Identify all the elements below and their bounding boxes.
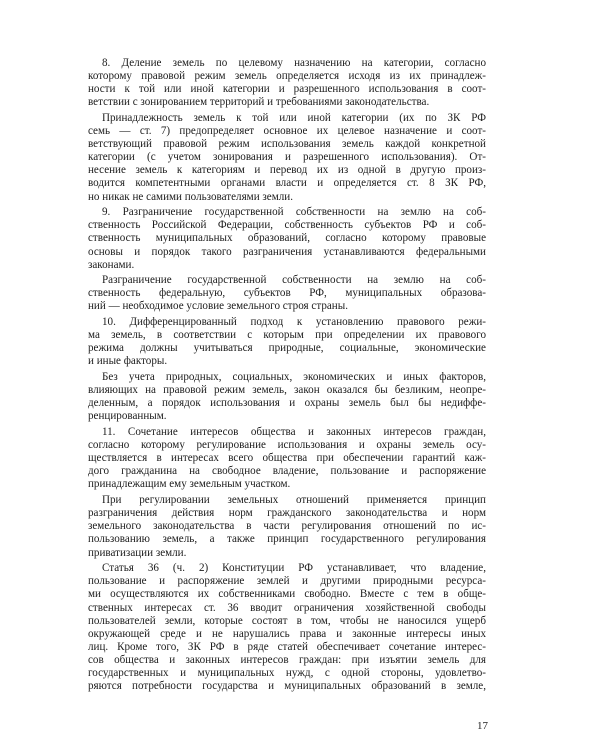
text-line: ственность федеральную, субъектов РФ, муниципальных образова- xyxy=(88,287,486,300)
text-line: приватизации земли. xyxy=(88,546,187,559)
text-line: разграничения действия норм гражданского законодательства и норм xyxy=(88,507,486,520)
paragraph xyxy=(88,57,486,109)
text-line: дого гражданина на свободное владение, пользование и распоряжение xyxy=(88,465,486,478)
text-line: Разграничение государственной собственности на землю на соб- xyxy=(102,274,486,287)
page-body xyxy=(88,57,486,696)
text-line: Принадлежность земель к той или иной категории (их по ЗК РФ xyxy=(102,111,486,124)
text-line: основы и порядок такого разграничения устанавливаются федеральными xyxy=(88,245,486,258)
text-line: ветствии с зонированием территорий и требованиями законодательства. xyxy=(88,96,430,109)
text-line: При регулировании земельных отношений применяется принцип xyxy=(102,494,486,507)
text-line: законами. xyxy=(88,258,135,271)
text-line: Без учета природных, социальных, экономических и иных факторов, xyxy=(102,371,486,384)
paragraph xyxy=(88,274,486,313)
text-line: согласно которому регулирование использования и охраны земель осу- xyxy=(88,439,486,452)
text-line: лиц. Кроме того, ЗК РФ в ряде статей обеспечивает сочетание интерес- xyxy=(88,640,486,653)
text-line: окружающей среде и не нарушались права и законные интересы иных xyxy=(88,627,486,640)
paragraph xyxy=(88,494,486,559)
text-line: но никак не самими пользователями земли. xyxy=(88,190,293,203)
text-line: земельного законодательства в части регулирования отношений по ис- xyxy=(88,520,486,533)
paragraph xyxy=(88,206,486,271)
paragraph xyxy=(88,371,486,423)
text-line: сов общества и законных интересов граждан: при изъятии земель для xyxy=(88,653,486,666)
text-line: несение земель к категориям и перевод их из одной в другую произ- xyxy=(88,164,486,177)
text-line: ренцированным. xyxy=(88,410,167,423)
text-line: пользованию земель, а также принцип государственного регулирования xyxy=(88,533,486,546)
text-line: пользование и распоряжение землей и другими природными ресурса- xyxy=(88,575,486,588)
text-line: режима должны учитываться природные, социальные, экономические xyxy=(88,342,486,355)
text-line: 8. Деление земель по целевому назначению на категории, согласно xyxy=(102,57,486,69)
text-line: ветствующий правовой режим использования земель каждой конкретной xyxy=(88,138,486,151)
paragraph xyxy=(88,426,486,491)
text-line: пользователей земли, которые состоят в том, чтобы не наносился ущерб xyxy=(88,614,486,627)
text-line: деленным, а порядок использования и охраны земель был бы недиффе- xyxy=(88,397,486,410)
text-line: принадлежащим ему земельным участком. xyxy=(88,478,291,491)
paragraph xyxy=(88,112,486,204)
text-line: и иные факторы. xyxy=(88,355,168,368)
text-line: ряются потребности государства и муниципальных образований в земле, xyxy=(88,680,486,693)
text-line: семь — ст. 7) предопределяет основное их целевое назначение и соот- xyxy=(88,125,486,138)
text-line: Статья 36 (ч. 2) Конституции РФ устанавливает, что владение, xyxy=(102,562,486,575)
text-line: 10. Дифференцированный подход к установлению правового режи- xyxy=(102,316,486,329)
text-line: ществляется в интересах всего общества при обеспечении гарантий каж- xyxy=(88,452,486,465)
paragraph xyxy=(88,562,486,693)
text-line: ственных интересах ст. 36 вводит ограничения хозяйственной свободы xyxy=(88,601,486,614)
text-line: 9. Разграничение государственной собственности на землю на соб- xyxy=(102,206,486,219)
text-line: ми осуществляются их собственниками свободно. Вместе с тем в обще- xyxy=(88,588,486,601)
page-number: 17 xyxy=(477,720,488,732)
text-line: ма земель, в соответствии с которым при определении их правового xyxy=(88,329,486,342)
text-line: которому правовой режим земель определяется исходя из их принадлеж- xyxy=(88,70,486,83)
text-line: ности к той или иной категории и разрешенного использования в соот- xyxy=(88,83,486,96)
text-line: ственность муниципальных образований, согласно которому правовые xyxy=(88,232,486,245)
text-line: государственных и муниципальных нужд, с одной стороны, удовлетво- xyxy=(88,666,486,679)
text-line: водится компетентными органами власти и определяется ст. 8 ЗК РФ, xyxy=(88,177,486,190)
text-line: влияющих на правовой режим земель, закон оказался бы безликим, неопре- xyxy=(88,384,486,397)
text-line: категории (с учетом зонирования и разрешенного использования). От- xyxy=(88,151,486,164)
paragraph xyxy=(88,316,486,368)
text-line: ний — необходимое условие земельного строя страны. xyxy=(88,300,348,313)
text-line: 11. Сочетание интересов общества и законных интересов граждан, xyxy=(102,426,486,439)
text-line: ственность Российской Федерации, собственность субъектов РФ и соб- xyxy=(88,219,486,232)
